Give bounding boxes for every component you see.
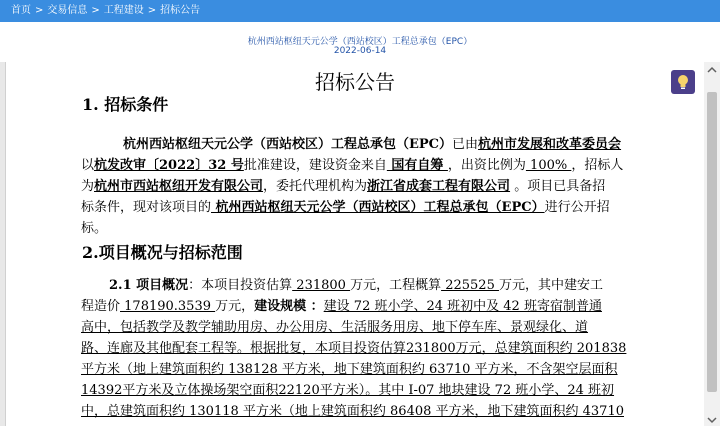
text: 为 <box>81 179 95 194</box>
document-viewer[interactable] <box>0 62 720 426</box>
text: 进行公开招 <box>544 200 610 215</box>
overview-paragraph <box>81 275 641 422</box>
publish-date: 2022-06-14 <box>333 46 387 56</box>
approval-number: 杭发改审〔2022〕32 号 <box>94 158 244 173</box>
scrollbar-thumb[interactable] <box>707 92 717 392</box>
project-budget: 225525 <box>441 278 499 293</box>
text: 以 <box>81 158 95 173</box>
breadcrumb-current: 招标公告 <box>160 5 201 16</box>
text: ，招标人 <box>571 158 624 173</box>
breadcrumb-home-link[interactable]: 首页 <box>11 5 31 16</box>
agency-name: 浙江省成套工程有限公司 <box>367 179 511 194</box>
scale-text-line: 中，总建筑面积约 130118 平方米（地上建筑面积约 86408 平方米，地下建筑面积约 43710 <box>81 404 624 419</box>
funding-ratio: 100% <box>525 158 572 173</box>
scale-text-line: 路、连廊及其他配套工程等。根据批复，本项目投资估算231800万元，总建筑面积约 201838 <box>81 341 627 356</box>
breadcrumb <box>0 0 720 22</box>
project-title: 杭州西站枢纽天元公学（西站校区）工程总承包（EPC） <box>247 37 473 47</box>
subsection-label: 2.1 项目概况 <box>109 278 189 293</box>
funding-source: 国有自筹 <box>386 158 448 173</box>
breadcrumb-construction-link[interactable]: 工程建设 <box>103 5 144 16</box>
scale-text-line: 平方米（地上建筑面积约 138128 平方米，地下建筑面积约 63710 平方米，不含架空层面积 <box>81 362 618 377</box>
text: 。项目已具备招 <box>510 179 606 194</box>
tenderer-name: 杭州市西站枢纽开发有限公司 <box>94 179 264 194</box>
scale-text: 建设 72 班小学、24 班初中及 42 班寄宿制普通 <box>323 299 602 314</box>
text: 已由 <box>452 137 479 152</box>
breadcrumb-separator: > <box>147 5 157 16</box>
breadcrumb-separator: > <box>35 5 44 16</box>
scale-text-line: 14392平方米及立体操场架空面积22120平方米）。其中 I-07 地块建设 72 班小学、24 班初 <box>81 383 615 398</box>
chevron-down-icon[interactable] <box>704 412 720 426</box>
text: 万元，其中建安工 <box>498 278 603 293</box>
construction-cost: 178190.3539 <box>120 299 216 314</box>
document-page <box>5 62 705 426</box>
project-name: 杭州西站枢纽天元公学（西站校区）工程总承包（EPC） <box>123 137 453 152</box>
approval-authority: 杭州市发展和改革委员会 <box>478 137 622 152</box>
investment-estimate: 231800 <box>292 278 351 293</box>
text: ：本项目投资估算 <box>188 278 293 293</box>
breadcrumb-trade-info-link[interactable]: 交易信息 <box>47 5 88 16</box>
text: ，委托代理机构为 <box>263 179 368 194</box>
announcement-header <box>0 22 720 62</box>
text: 万元， <box>215 299 255 314</box>
text: 万元，工程概算 <box>350 278 442 293</box>
project-name-repeat: 杭州西站枢纽天元公学（西站校区）工程总承包（EPC） <box>211 200 545 215</box>
text: 批准建设，建设资金来自 <box>243 158 387 173</box>
text: 标。 <box>81 221 108 236</box>
document-title: 招标公告 <box>315 70 395 94</box>
lightbulb-icon[interactable] <box>671 70 695 94</box>
bid-conditions-paragraph <box>81 134 641 239</box>
scale-label: 建设规模 ： <box>254 299 324 314</box>
scale-text-line: 高中，包括教学及教学辅助用房、办公用房、生活服务用房、地下停车库、景观绿化、道 <box>81 320 589 335</box>
text: ，出资比例为 <box>447 158 526 173</box>
text: 标条件，现对该项目的 <box>81 200 212 215</box>
breadcrumb-separator: > <box>91 5 100 16</box>
section-heading-overview: 2.项目概况与招标范围 <box>82 243 243 262</box>
text: 程造价 <box>81 299 121 314</box>
section-heading-bid-conditions: 1. 招标条件 <box>82 95 169 114</box>
vertical-scrollbar[interactable] <box>704 62 720 426</box>
chevron-up-icon[interactable] <box>704 62 720 76</box>
